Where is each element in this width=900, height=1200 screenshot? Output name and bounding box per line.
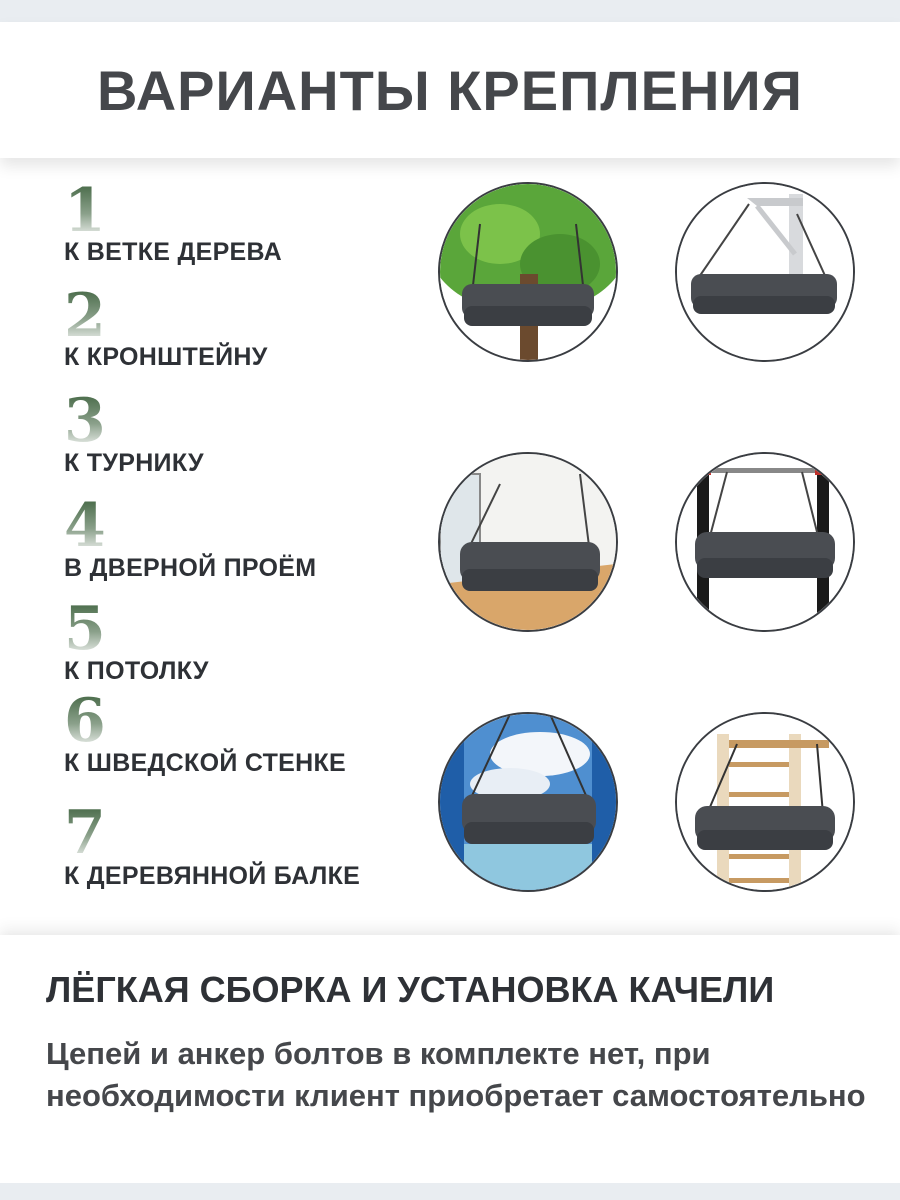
ceiling-mount-image (438, 712, 618, 892)
wall-bars-mount-image (675, 712, 855, 892)
doorway-mount-image (438, 452, 618, 632)
option-number: 6 (64, 686, 106, 756)
bracket-mount-image (675, 182, 855, 362)
page-title: ВАРИАНТЫ КРЕПЛЕНИЯ (97, 58, 803, 122)
bottom-bar (0, 1183, 900, 1200)
option-label: К ДЕРЕВЯННОЙ БАЛКЕ (64, 862, 361, 890)
option-label: К ШВЕДСКОЙ СТЕНКЕ (64, 749, 347, 777)
header (0, 22, 900, 158)
option-number: 4 (64, 491, 106, 561)
top-bar (0, 0, 900, 22)
option-number: 5 (64, 594, 106, 664)
option-label: К ПОТОЛКУ (64, 657, 209, 685)
tree-mount-image (438, 182, 618, 362)
assembly-title: ЛЁГКАЯ СБОРКА И УСТАНОВКА КАЧЕЛИ (46, 969, 775, 1010)
option-label: В ДВЕРНОЙ ПРОЁМ (64, 554, 317, 582)
option-number: 2 (64, 281, 106, 351)
assembly-info (0, 935, 900, 1183)
assembly-note: Цепей и анкер болтов в комплекте нет, при необходимости клиент приобретает самостоятельно (46, 1036, 866, 1113)
pullup-bar-mount-image (675, 452, 855, 632)
option-label: К ТУРНИКУ (64, 449, 204, 477)
option-number: 7 (64, 798, 106, 868)
option-number: 1 (64, 176, 106, 246)
option-label: К ВЕТКЕ ДЕРЕВА (64, 238, 282, 266)
option-label: К КРОНШТЕЙНУ (64, 343, 268, 371)
option-number: 3 (64, 386, 106, 456)
